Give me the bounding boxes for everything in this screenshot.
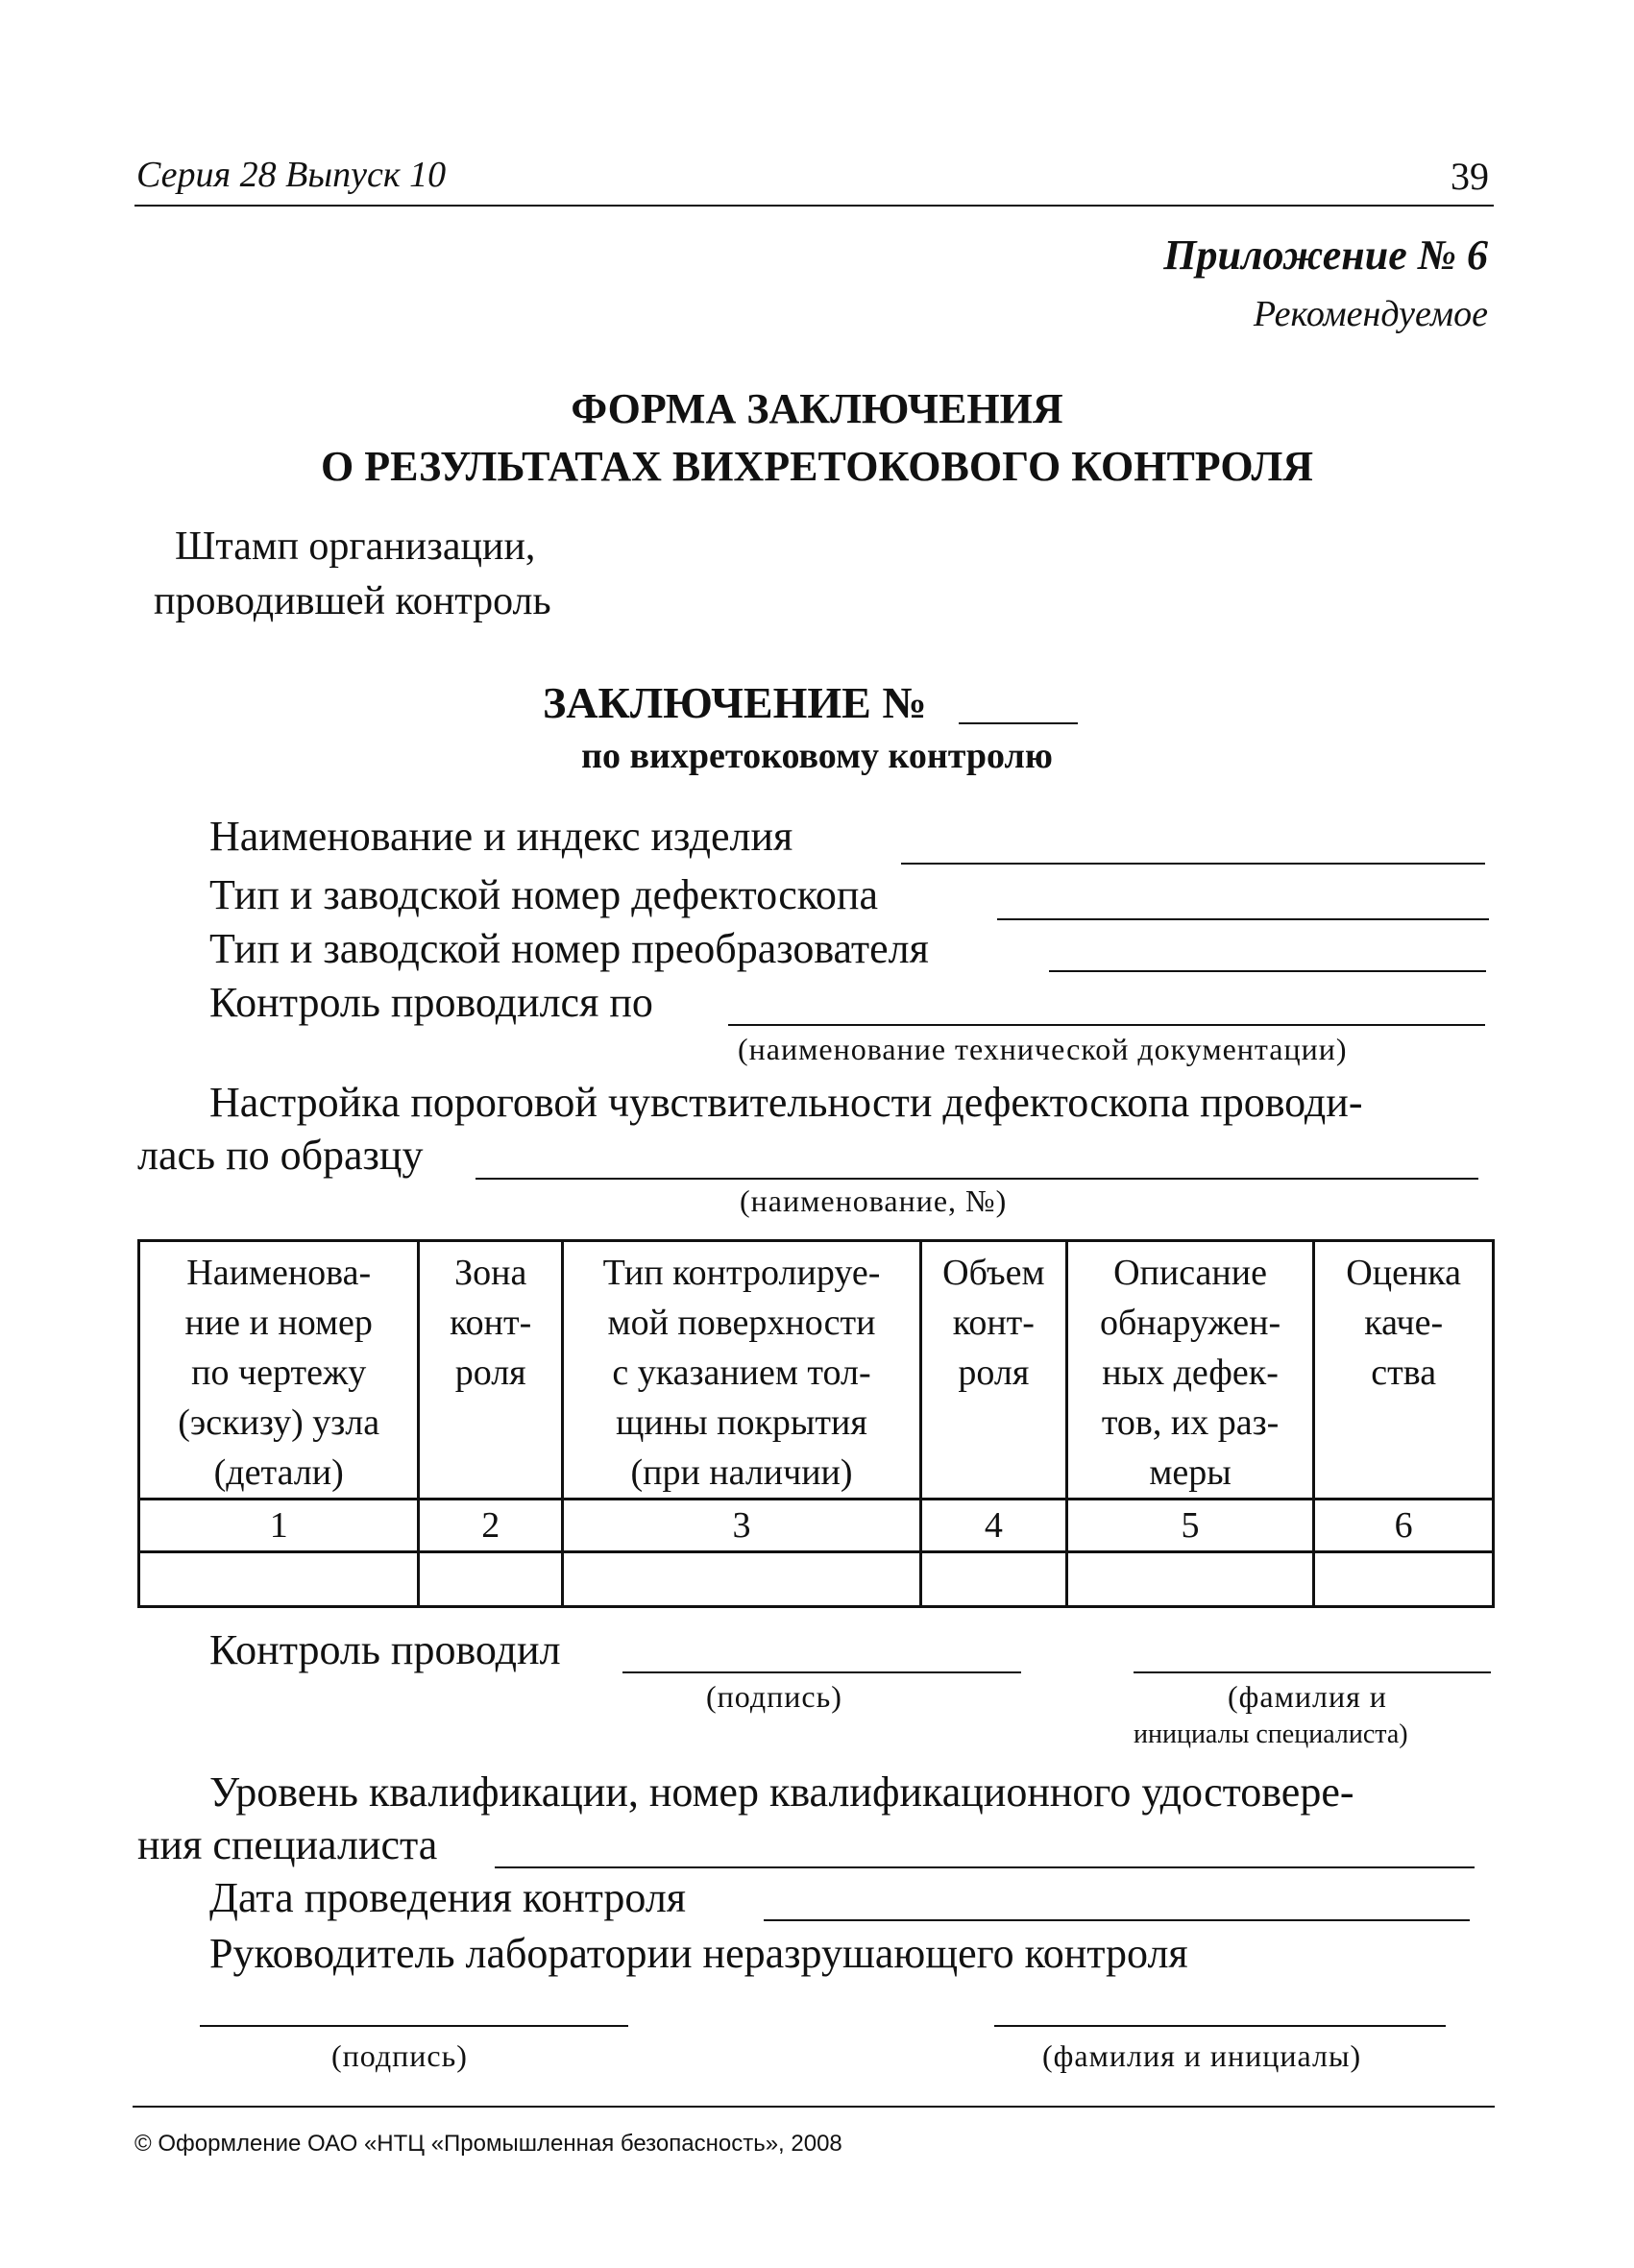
table-cell[interactable] (563, 1552, 921, 1607)
product-input-line[interactable] (901, 863, 1485, 865)
series-label: Серия 28 Выпуск 10 (136, 155, 447, 195)
header-text: Тип контролируе- (602, 1253, 881, 1293)
stamp-line1: Штамп организации, (175, 524, 536, 569)
controller-name-hint-line1: (фамилия и (1228, 1679, 1387, 1714)
header-text: Объем (942, 1253, 1045, 1293)
controller-signature-line[interactable] (622, 1671, 1021, 1673)
form-title-line2: О РЕЗУЛЬТАТАХ ВИХРЕТОКОВОГО КОНТРОЛЯ (320, 443, 1314, 490)
detector-input-line[interactable] (997, 918, 1489, 920)
header-text: по чертежу (191, 1353, 367, 1393)
header-text: (при наличии) (630, 1452, 853, 1493)
header-text: ства (1371, 1353, 1437, 1393)
conclusion-number-line[interactable] (959, 722, 1078, 724)
transducer-label: Тип и заводской номер преобразователя (209, 925, 929, 972)
controller-name-hint-line2: инициалы специалиста) (1134, 1719, 1408, 1749)
header-text: тов, их раз- (1101, 1402, 1280, 1443)
head-name-line[interactable] (994, 2025, 1446, 2027)
controller-label: Контроль проводил (209, 1626, 561, 1673)
header-text: с указанием тол- (612, 1353, 871, 1393)
table-cell[interactable] (1066, 1552, 1314, 1607)
stamp-line2: проводившей контроль (154, 579, 551, 623)
product-label: Наименование и индекс изделия (209, 813, 793, 860)
header-text: мой поверхности (607, 1303, 876, 1343)
table-header-row (139, 1241, 1494, 1500)
form-title-line1: ФОРМА ЗАКЛЮЧЕНИЯ (571, 385, 1063, 432)
header-text: Зона (454, 1253, 527, 1293)
qualification-line2: ния специалиста (137, 1821, 438, 1868)
date-input-line[interactable] (764, 1919, 1470, 1921)
header-text: меры (1149, 1452, 1232, 1493)
header-text: Наименова- (186, 1253, 372, 1293)
header-text: конт- (952, 1303, 1035, 1343)
header-quality-assessment (1314, 1241, 1494, 1500)
table-cell[interactable] (1314, 1552, 1494, 1607)
header-text: (эскизу) узла (178, 1402, 380, 1443)
header-defect-description (1066, 1241, 1314, 1500)
header-text: Оценка (1346, 1253, 1462, 1293)
header-text: Описание (1113, 1253, 1267, 1293)
appendix-title: Приложение № 6 (1163, 232, 1488, 279)
qualification-input-line[interactable] (495, 1866, 1475, 1868)
sensitivity-line1: Настройка пороговой чувствительности дефектоскопа проводи- (209, 1079, 1363, 1126)
controller-name-line[interactable] (1134, 1671, 1491, 1673)
conclusion-subtitle: по вихретоковому контролю (581, 736, 1053, 776)
table-cell[interactable] (921, 1552, 1067, 1607)
header-text: каче- (1364, 1303, 1444, 1343)
head-sign-hint: (подпись) (331, 2038, 468, 2073)
control-doc-label: Контроль проводился по (209, 979, 653, 1026)
appendix-status: Рекомендуемое (1253, 294, 1488, 334)
control-results-table (137, 1239, 1495, 1608)
column-number: 5 (1066, 1500, 1314, 1552)
column-number: 4 (921, 1500, 1067, 1552)
column-number: 6 (1314, 1500, 1494, 1552)
column-number: 2 (419, 1500, 563, 1552)
header-surface-type (563, 1241, 921, 1500)
header-text: роля (454, 1353, 526, 1393)
header-text: (детали) (213, 1452, 344, 1493)
footer-rule (133, 2106, 1495, 2108)
header-text: щины покрытия (616, 1402, 867, 1443)
detector-label: Тип и заводской номер дефектоскопа (209, 871, 879, 918)
page-number: 39 (1451, 155, 1489, 198)
table-row (139, 1552, 1494, 1607)
header-rule (134, 205, 1494, 207)
control-doc-input-line[interactable] (728, 1024, 1485, 1026)
table-number-row (139, 1500, 1494, 1552)
conclusion-title: ЗАКЛЮЧЕНИЕ № (543, 678, 927, 727)
transducer-input-line[interactable] (1049, 970, 1486, 972)
copyright-notice: © Оформление ОАО «НТЦ «Промышленная безопасность», 2008 (134, 2131, 842, 2157)
column-number: 3 (563, 1500, 921, 1552)
head-name-hint: (фамилия и инициалы) (1042, 2038, 1362, 2073)
controller-sign-hint: (подпись) (706, 1679, 842, 1714)
header-unit-name (139, 1241, 419, 1500)
header-text: ние и номер (184, 1303, 373, 1343)
header-control-volume (921, 1241, 1067, 1500)
header-text: конт- (450, 1303, 532, 1343)
header-text: обнаружен- (1099, 1303, 1281, 1343)
sample-input-line[interactable] (476, 1178, 1478, 1180)
sample-hint: (наименование, №) (740, 1183, 1008, 1218)
header-text: роля (958, 1353, 1030, 1393)
header-text: ных дефек- (1102, 1353, 1279, 1393)
lab-head-label: Руководитель лаборатории неразрушающего контроля (209, 1930, 1188, 1977)
qualification-line1: Уровень квалификации, номер квалификационного удостовере- (209, 1768, 1354, 1816)
table-cell[interactable] (419, 1552, 563, 1607)
table-cell[interactable] (139, 1552, 419, 1607)
date-label: Дата проведения контроля (209, 1874, 687, 1921)
sensitivity-line2: лась по образцу (137, 1132, 424, 1179)
head-signature-line[interactable] (200, 2025, 628, 2027)
header-control-zone (419, 1241, 563, 1500)
doc-hint: (наименование технической документации) (738, 1032, 1348, 1066)
column-number: 1 (139, 1500, 419, 1552)
